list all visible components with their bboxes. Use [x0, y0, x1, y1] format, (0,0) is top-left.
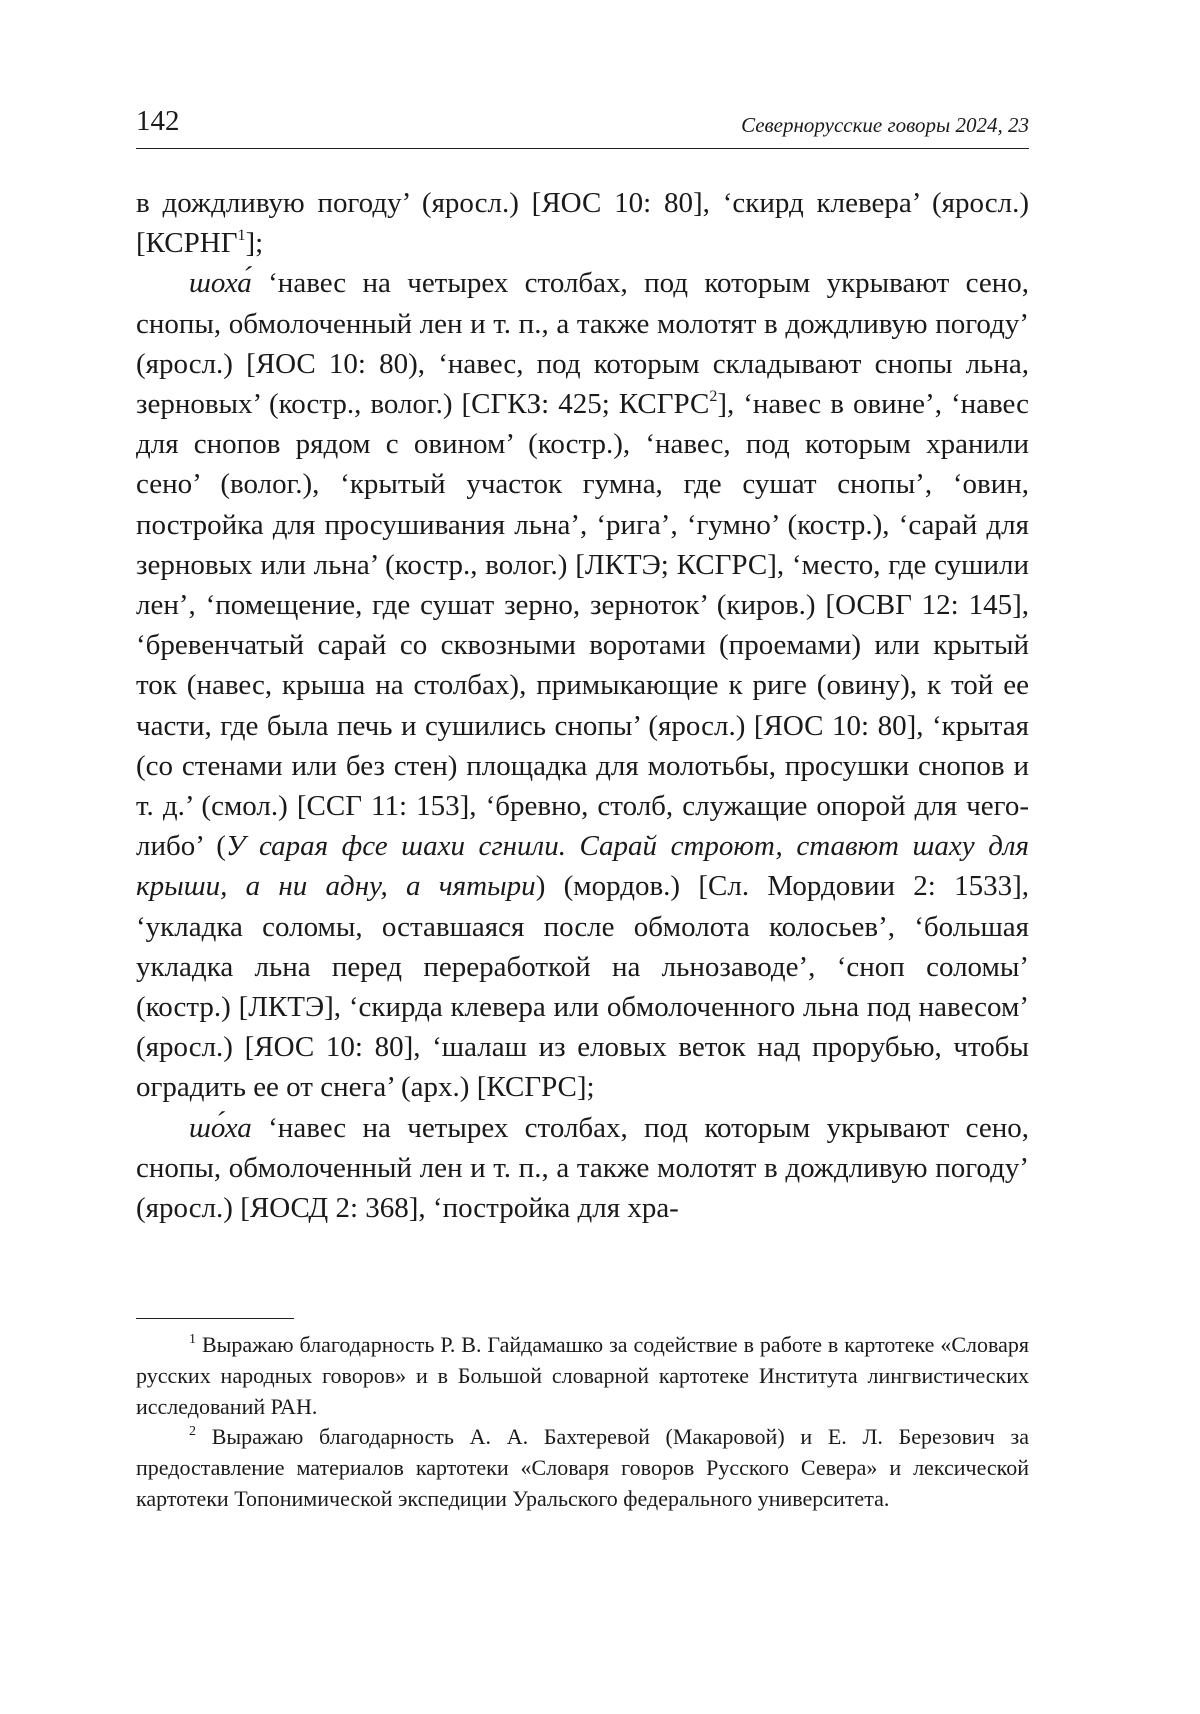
footnote-1-mark: 1 — [189, 1332, 196, 1347]
footnote-2-mark: 2 — [189, 1424, 196, 1440]
footnote-1-text: Выражаю благодарность Р. В. Гайдамашко за содействие в работе в картотеке «Словаря русских народных говоров» и в Большой словарной картотеке Института лингвистических исследований РАН. — [136, 1332, 1029, 1419]
entry-shokha-text: ‘навес на четырех столбах, под которым укрывают сено, снопы, обмолоченный лен и т. п., а также молотят в дождливую погоду’ (яросл.) [ЯОСД 2: 368], ‘постройка для хра- — [136, 1111, 1029, 1225]
headword-shokha: шо́ха — [189, 1111, 252, 1144]
entry-shoha-example: У сарая фсе шахи сгнили. Сарай строют, ставют шаху для крыши, а ни адну, а чятыри — [136, 830, 1029, 903]
page-number: 142 — [136, 105, 180, 137]
paragraph-1-end: ]; — [245, 227, 264, 260]
entry-shokha — [136, 1108, 1029, 1229]
entry-shoha-text-c: ) (мордов.) [Сл. Мордовии 2: 1533], ‘укладка соломы, оставшаяся после обмолота колосьев’, ‘большая укладка льна перед переработкой на льнозаводе’, ‘сноп соломы’ (костр.) [ЛКТЭ], ‘скирда клевера или обмолоченного льна под навесом’ (яросл.) [ЯОС 10: 80], ‘шалаш из еловых веток над прорубью, чтобы оградить ее от снега’ (арх.) [КСГРС]; — [136, 870, 1029, 1104]
headword-shoha: шоха́ — [189, 267, 252, 300]
running-title: Севернорусские говоры 2024, 23 — [741, 113, 1029, 137]
page-header — [136, 100, 1029, 149]
paragraph-1-text: в дождливую погоду’ (яросл.) [ЯОС 10: 80], ‘скирд клевера’ (яросл.) [КСРНГ — [136, 187, 1029, 260]
footnote-1 — [136, 1330, 1029, 1422]
footnote-ref-1: 1 — [237, 227, 246, 245]
entry-shoha — [136, 263, 1029, 1107]
footnote-2-text: Выражаю благодарность А. А. Бахтеревой (Макаровой) и Е. Л. Березович за предоставление материалов картотеки «Словаря говоров Русского Севера» и лексической картотеки Топонимической экспедиции Уральского федерального университета. — [136, 1424, 1029, 1511]
main-text — [136, 183, 1029, 1228]
footnote-2 — [136, 1422, 1029, 1514]
paragraph-1 — [136, 183, 1029, 263]
entry-shoha-text-a: ‘навес на четырех столбах, под которым укрывают сено, снопы, обмолоченный лен и т. п., а также молотят в дождливую погоду’ (яросл.) [ЯОС 10: 80), ‘навес, под которым складывают снопы льна, зерновых’ (костр., волог.) [СГКЗ: 425; КСГРС — [136, 267, 1029, 421]
footnote-ref-2: 2 — [709, 388, 718, 406]
entry-shoha-text-b: ], ‘навес в овине’, ‘навес для снопов рядом с овином’ (костр.), ‘навес, под которым хранили сено’ (волог.), ‘крытый участок гумна, где сушат снопы’, ‘овин, постройка для просушивания льна’, ‘рига’, ‘гумно’ (костр.), ‘сарай для зерновых или льна’ (костр., волог.) [ЛКТЭ; КСГРС], ‘место, где сушили лен’, ‘помещение, где сушат зерно, зерноток’ (киров.) [ОСВГ 12: 145], ‘бревенчатый сарай со сквозными воротами (проемами) или крытый ток (навес, крыша на столбах), примыкающие к риге (овину), к той ее части, где была печь и сушились снопы’ (яросл.) [ЯОС 10: 80], ‘крытая (со стенами или без стен) площадка для молотьбы, просушки снопов и т. д.’ (смол.) [ССГ 11: 153], ‘бревно, столб, служащие опорой для чего-либо’ ( — [136, 388, 1029, 863]
footnote-divider — [136, 1318, 294, 1319]
footnotes — [136, 1330, 1029, 1515]
